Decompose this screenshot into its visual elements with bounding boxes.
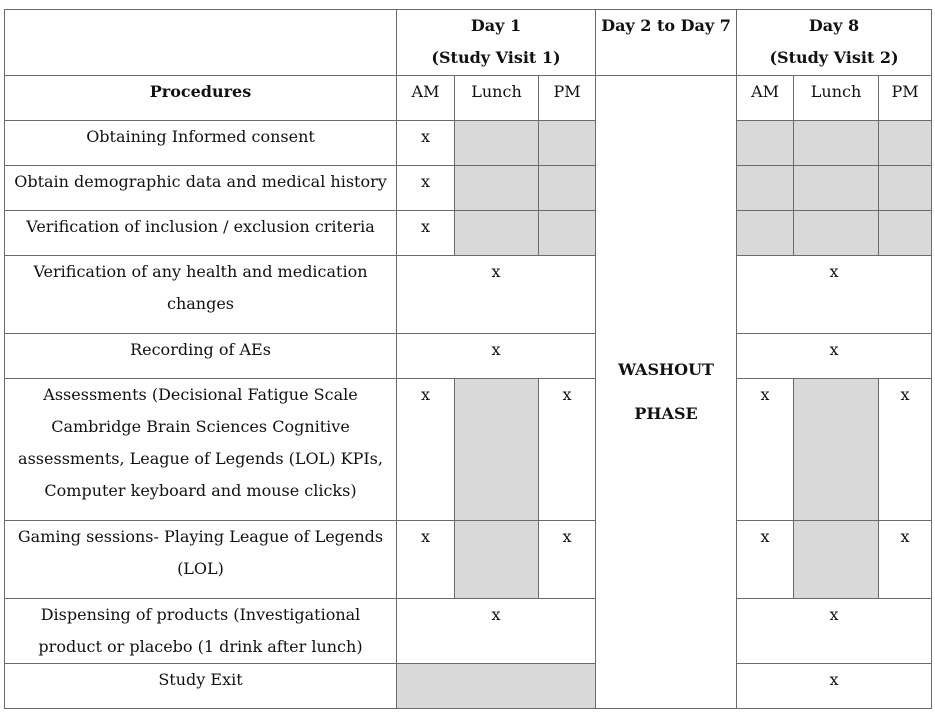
day1-title: Day 1 — [470, 16, 522, 35]
day8-am-cell — [737, 166, 794, 211]
table-row — [5, 334, 932, 379]
procedure-label: Verification of any health and medication changes — [5, 256, 397, 334]
table-row — [5, 599, 932, 664]
table-row — [5, 664, 932, 709]
washout-phase-cell — [596, 76, 737, 709]
day8-title: Day 8 — [808, 16, 860, 35]
procedure-label: Assessments (Decisional Fatigue Scale Cambridge Brain Sciences Cognitive assessments, League of Legends (LOL) KPIs, Computer keyboard and mouse clicks) — [5, 379, 397, 521]
day1-am-cell: x — [397, 379, 455, 521]
day1-pm-cell — [539, 211, 596, 256]
day8-pm-cell — [879, 121, 932, 166]
day2to7-header — [596, 10, 737, 76]
day8-lunch-cell — [794, 379, 879, 521]
day8-am-header: AM — [737, 76, 794, 121]
day1-pm-cell — [539, 166, 596, 211]
day8-am-cell — [737, 121, 794, 166]
day1-pm-cell: x — [539, 521, 596, 599]
study-schedule-table — [4, 9, 932, 709]
day8-lunch-header: Lunch — [794, 76, 879, 121]
day1-span-cell — [397, 664, 596, 709]
day1-lunch-cell — [455, 521, 539, 599]
day8-lunch-cell — [794, 211, 879, 256]
table-row — [5, 211, 932, 256]
day8-pm-cell — [879, 211, 932, 256]
day1-span-cell: x — [397, 256, 596, 334]
day8-am-cell: x — [737, 379, 794, 521]
day1-span-cell: x — [397, 334, 596, 379]
day8-span-cell: x — [737, 334, 932, 379]
day1-subtitle: (Study Visit 1) — [431, 48, 561, 67]
day8-span-cell: x — [737, 599, 932, 664]
day1-lunch-cell — [455, 166, 539, 211]
day1-am-cell: x — [397, 121, 455, 166]
day1-am-header: AM — [397, 76, 455, 121]
procedure-label: Obtain demographic data and medical history — [5, 166, 397, 211]
day8-pm-header: PM — [879, 76, 932, 121]
day1-lunch-header: Lunch — [455, 76, 539, 121]
day1-am-cell: x — [397, 211, 455, 256]
table-row — [5, 521, 932, 599]
header-empty-cell — [5, 10, 397, 76]
day8-subtitle: (Study Visit 2) — [769, 48, 899, 67]
procedure-label: Verification of inclusion / exclusion criteria — [5, 211, 397, 256]
procedures-header: Procedures — [5, 76, 397, 121]
day1-header — [397, 10, 596, 76]
day8-span-cell: x — [737, 256, 932, 334]
procedure-label: Recording of AEs — [5, 334, 397, 379]
washout-label: WASHOUT — [618, 360, 714, 379]
day8-lunch-cell — [794, 121, 879, 166]
day1-pm-cell — [539, 121, 596, 166]
procedure-label: Obtaining Informed consent — [5, 121, 397, 166]
day1-am-cell: x — [397, 521, 455, 599]
procedure-label: Study Exit — [5, 664, 397, 709]
day1-am-cell: x — [397, 166, 455, 211]
day8-span-cell: x — [737, 664, 932, 709]
day1-span-cell: x — [397, 599, 596, 664]
day8-lunch-cell — [794, 521, 879, 599]
day1-pm-header: PM — [539, 76, 596, 121]
table-row — [5, 121, 932, 166]
day1-lunch-cell — [455, 211, 539, 256]
day2to7-title: Day 2 to Day 7 — [601, 16, 731, 35]
procedure-label: Dispensing of products (Investigational product or placebo (1 drink after lunch) — [5, 599, 397, 664]
day1-lunch-cell — [455, 121, 539, 166]
day1-pm-cell: x — [539, 379, 596, 521]
table-row — [5, 256, 932, 334]
day8-am-cell — [737, 211, 794, 256]
phase-label: PHASE — [634, 404, 698, 423]
table-row — [5, 379, 932, 521]
day8-am-cell: x — [737, 521, 794, 599]
day8-lunch-cell — [794, 166, 879, 211]
procedure-label: Gaming sessions- Playing League of Legends (LOL) — [5, 521, 397, 599]
table-row — [5, 166, 932, 211]
day1-lunch-cell — [455, 379, 539, 521]
day8-header — [737, 10, 932, 76]
day8-pm-cell — [879, 166, 932, 211]
day8-pm-cell: x — [879, 521, 932, 599]
day8-pm-cell: x — [879, 379, 932, 521]
